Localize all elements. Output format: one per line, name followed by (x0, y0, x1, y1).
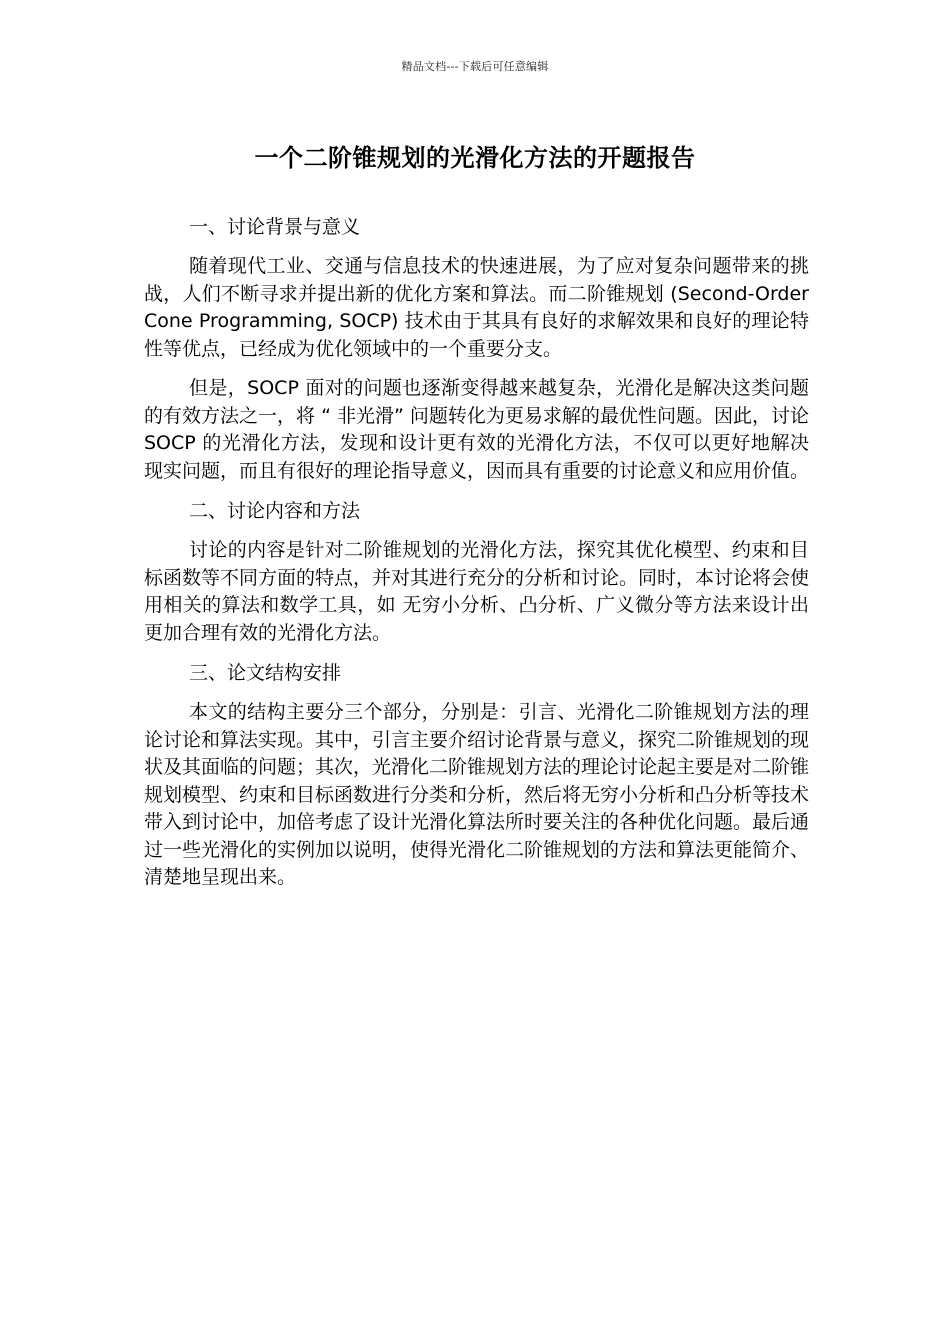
paragraph: 但是，SOCP 面对的问题也逐渐变得越来越复杂，光滑化是解决这类问题的有效方法之一，将 “ 非光滑” 问题转化为更易求解的最优性问题。因此，讨论 SOCP 的光滑化方法，发现和设计更有效的光滑化方法，不仅可以更好地解决现实问题，而且有很好的理论指导意义，因而具有重要的讨论意义和应用价值。 (144, 377, 810, 482)
section-heading: 三、论文结构安排 (189, 662, 342, 684)
section-structure (144, 659, 809, 892)
paragraph: 随着现代工业、交通与信息技术的快速进展，为了应对复杂问题带来的挑战，人们不断寻求并提出新的优化方案和算法。而二阶锥规划 (Second-Order Cone Programming, SOCP) 技术由于其具有良好的求解效果和良好的理论特性等优点，已经成为优化领域中的一个重要分支。 (144, 255, 809, 360)
section-heading: 一、讨论背景与意义 (189, 216, 361, 238)
paragraph: 本文的结构主要分三个部分，分别是：引言、光滑化二阶锥规划方法的理论讨论和算法实现。其中，引言主要介绍讨论背景与意义，探究二阶锥规划的现状及其面临的问题；其次，光滑化二阶锥规划方法的理论讨论起主要是对二阶锥规划模型、约束和目标函数进行分类和分析，然后将无穷小分析和凸分析等技术带入到讨论中，加倍考虑了设计光滑化算法所时要关注的各种优化问题。最后通过一些光滑化的实例加以说明，使得光滑化二阶锥规划的方法和算法更能简介、清楚地呈现出来。 (144, 701, 810, 888)
section-content-methods (144, 497, 809, 647)
paragraph: 讨论的内容是针对二阶锥规划的光滑化方法，探究其优化模型、约束和目标函数等不同方面的特点，并对其进行充分的分析和讨论。同时，本讨论将会使用相关的算法和数学工具，如 无穷小分析、凸分析、广义微分等方法来设计出更加合理有效的光滑化方法。 (144, 539, 810, 644)
document-body (144, 213, 809, 904)
document-title: 一个二阶锥规划的光滑化方法的开题报告 (254, 144, 696, 172)
section-heading: 二、讨论内容和方法 (189, 500, 361, 522)
page-header-watermark: 精品文档---下载后可任意编辑 (401, 60, 549, 73)
section-background (144, 213, 809, 485)
